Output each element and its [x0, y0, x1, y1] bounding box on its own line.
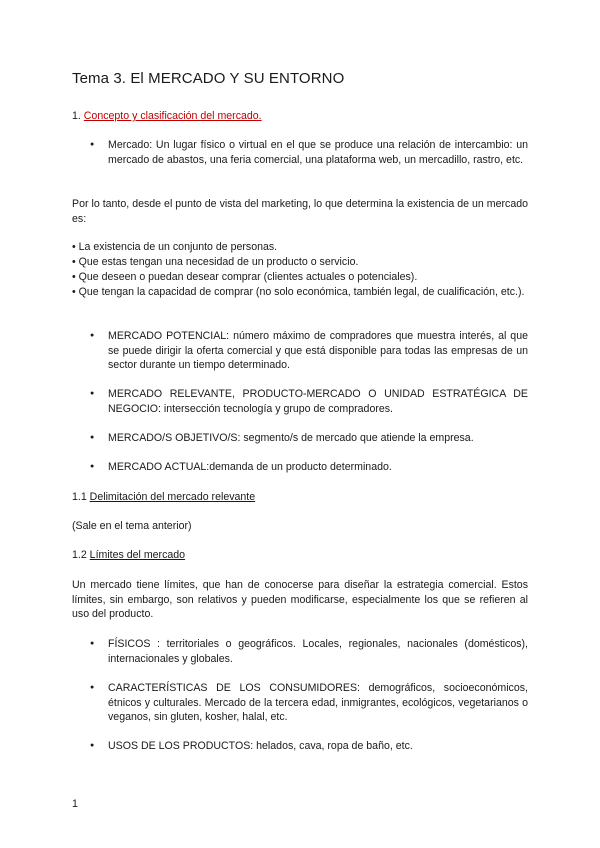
- paragraph-marketing: Por lo tanto, desde el punto de vista del marketing, lo que determina la existencia de un mercado es:: [72, 198, 528, 225]
- condition-item: • Que estas tengan una necesidad de un producto o servicio.: [72, 256, 359, 268]
- section-1-2-number: 1.2: [72, 549, 90, 561]
- page-title: Tema 3. El MERCADO Y SU ENTORNO: [72, 70, 345, 87]
- condition-item: • Que deseen o puedan desear comprar (clientes actuales o potenciales).: [72, 271, 418, 283]
- paragraph-limites: Un mercado tiene límites, que han de conocerse para diseñar la estrategia comercial. Estos límites, sin embargo, son relativos y pueden modificarse, especialmente los que se refieren al uso del producto.: [72, 579, 528, 621]
- note-1-1: (Sale en el tema anterior): [72, 520, 192, 532]
- list-item: ● CARACTERÍSTICAS DE LOS CONSUMIDORES: demográficos, socioeconómicos, étnicos y culturales. Mercado de la tercera edad, inmigrantes, ecológicos, vegetarianos o veganos, sin gluten, kosher, halal, etc.: [108, 681, 528, 725]
- list-item: ● MERCADO/S OBJETIVO/S: segmento/s de mercado que atiende la empresa.: [108, 431, 528, 446]
- section-1-heading: [72, 109, 528, 124]
- section-1-number: 1.: [72, 110, 84, 122]
- condition-item: • La existencia de un conjunto de personas.: [72, 241, 278, 253]
- list-item: ● MERCADO POTENCIAL: número máximo de compradores que muestra interés, al que se puede dirigir la oferta comercial y que está disponible para todas las empresas de un sector durante un tiempo determinado.: [108, 329, 528, 373]
- list-item: ● MERCADO ACTUAL:demanda de un producto determinado.: [108, 460, 528, 475]
- condition-item: • Que tengan la capacidad de comprar (no solo económica, también legal, de cualificación, etc.).: [72, 286, 525, 298]
- section-1-2-heading: [72, 548, 528, 563]
- section-1-1-heading: [72, 490, 528, 505]
- page-number: 1: [72, 798, 78, 810]
- list-item: ● FÍSICOS : territoriales o geográficos. Locales, regionales, nacionales (domésticos), internacionales y globales.: [108, 637, 528, 666]
- list-item: ● Mercado: Un lugar físico o virtual en el que se produce una relación de intercambio: un mercado de abastos, una feria comercial, una plataforma web, un mercadillo, rastro, etc.: [108, 138, 528, 167]
- list-item: ● MERCADO RELEVANTE, PRODUCTO-MERCADO O UNIDAD ESTRATÉGICA DE NEGOCIO: intersección tecnología y grupo de compradores.: [108, 387, 528, 416]
- section-1-link[interactable]: Concepto y clasificación del mercado.: [83, 110, 262, 122]
- list-item: ● USOS DE LOS PRODUCTOS: helados, cava, ropa de baño, etc.: [108, 739, 528, 754]
- section-1-2-link[interactable]: Límites del mercado: [89, 549, 186, 561]
- section-1-1-link[interactable]: Delimitación del mercado relevante: [89, 491, 256, 503]
- section-1-1-number: 1.1: [72, 491, 90, 503]
